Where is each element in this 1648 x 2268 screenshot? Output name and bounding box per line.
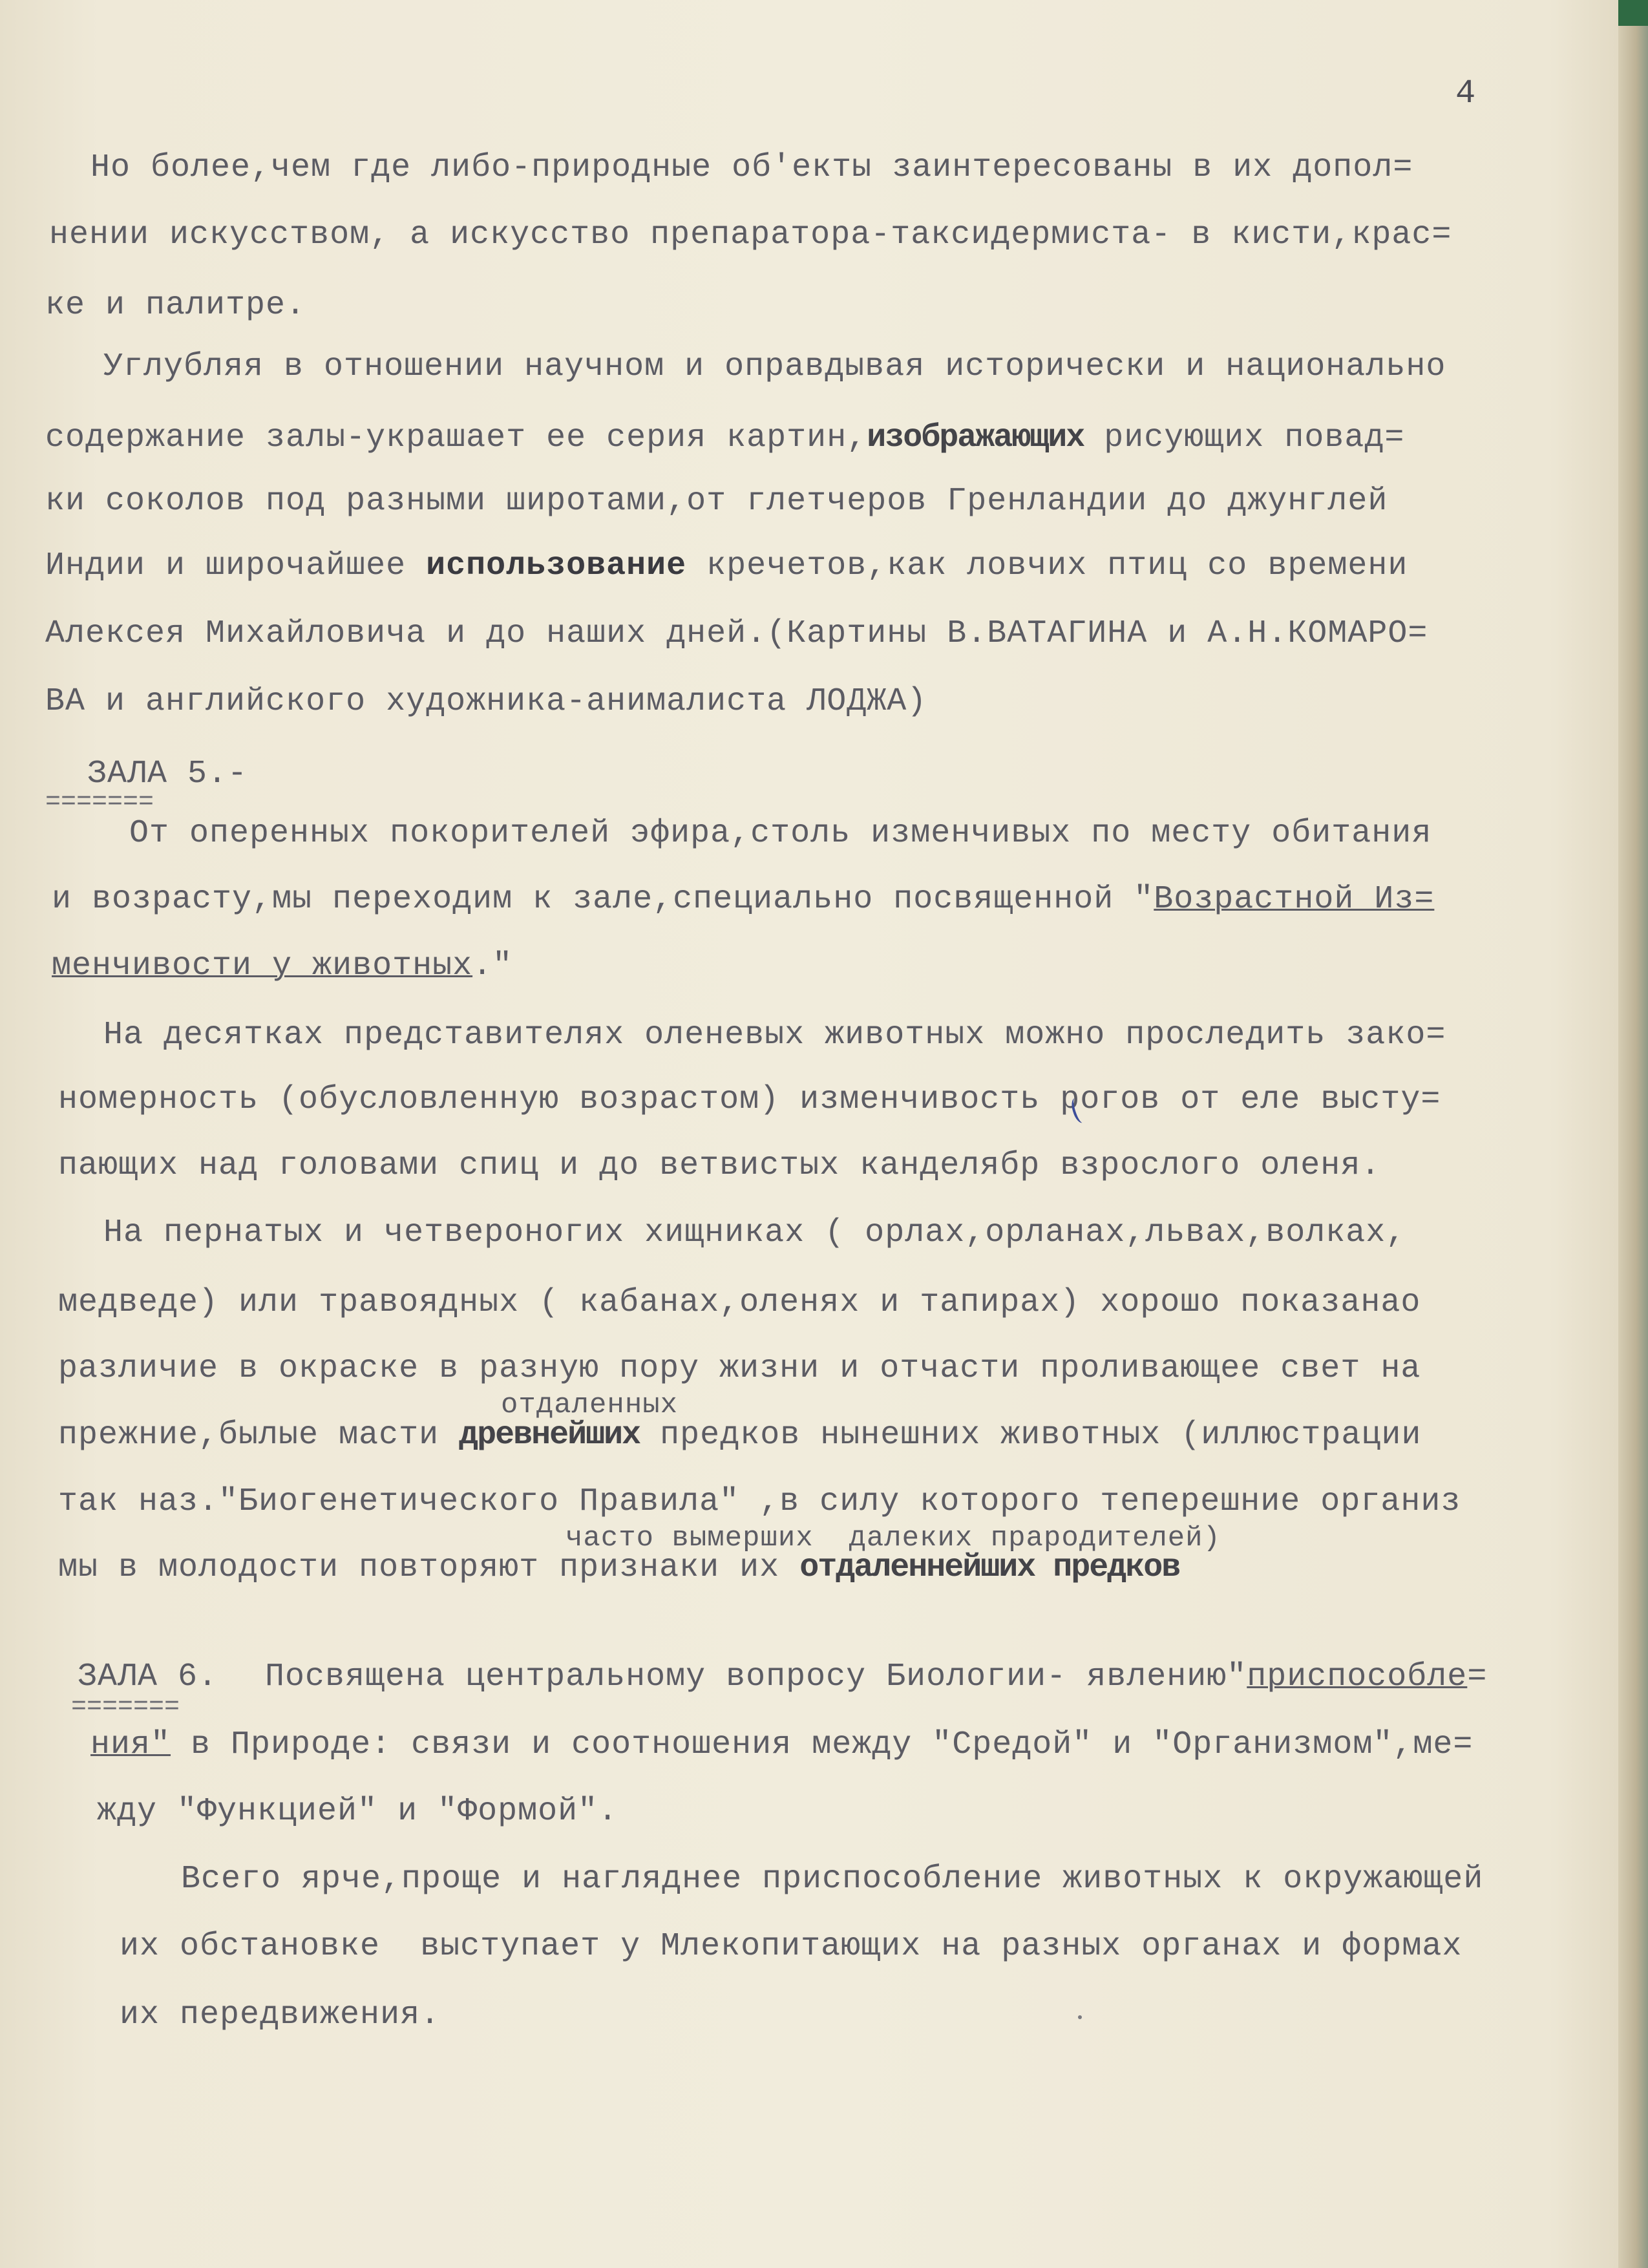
underlined-title: менчивости у животных <box>52 948 473 984</box>
text-segment: и возрасту,мы переходим к зале,специально посвященной " <box>52 881 1154 918</box>
paragraph-4-line-6 <box>58 1550 1179 1586</box>
text-segment: = <box>1467 1659 1488 1695</box>
paragraph-1-line-2: нении искусством, а искусство препаратора-таксидермиста- в кисти,крас= <box>49 217 1452 253</box>
text-segment: в Природе: связи и соотношения между "Средой" и "Организмом",ме= <box>171 1726 1474 1763</box>
paragraph-2-line-2 <box>45 420 1404 456</box>
hall-6-line-3: жду "Функцией" и "Формой". <box>97 1793 618 1830</box>
struck-word: изображающих <box>867 419 1084 456</box>
hall-5-heading: ЗАЛА 5.- <box>87 756 248 792</box>
text-segment: прежние,былые масти <box>58 1417 460 1454</box>
paragraph-3-line-2: номерность (обусловленную возрастом) изменчивость рогов от еле высту= <box>58 1081 1441 1118</box>
text-segment: содержание залы-украшает ее серия картин, <box>45 419 867 456</box>
text-segment: мы в молодости повторяют признаки их <box>58 1549 800 1586</box>
background-corner <box>1618 0 1648 26</box>
hall-6-paragraph-line-3: их передвижения. <box>120 1997 441 2033</box>
paragraph-2-line-3: ки соколов под разными широтами,от глетчеров Гренландии до джунглей <box>45 483 1388 520</box>
ink-dot <box>1078 2015 1082 2019</box>
paper-edge <box>1618 0 1648 2268</box>
paragraph-2-line-6: ВА и английского художника-анималиста ЛОДЖА) <box>45 683 927 720</box>
hall-6-paragraph-line-1: Всего ярче,проще и нагляднее приспособление животных к окружающей <box>181 1861 1484 1898</box>
paragraph-4-line-5: так наз."Биогенетического Правила" ,в силу которого теперешние организ <box>58 1483 1461 1520</box>
text-segment: предков нынешних животных (иллюстрации <box>640 1417 1422 1454</box>
interlinear-insertion: отдаленных <box>501 1389 679 1421</box>
paragraph-2-line-1: Углубляя в отношении научном и оправдывая исторически и национально <box>103 348 1446 385</box>
hall-6-line-2 <box>90 1727 1473 1763</box>
hall-5-line-2 <box>52 882 1434 918</box>
page-number: 4 <box>1455 74 1476 112</box>
paragraph-1-line-1: Но более,чем где либо-природные об'екты заинтересованы в их допол= <box>90 149 1413 186</box>
paragraph-4-line-4 <box>58 1417 1421 1454</box>
paragraph-4-line-3: различие в окраске в разную пору жизни и отчасти проливающее свет на <box>58 1350 1421 1387</box>
hall-6-line-1 <box>265 1659 1487 1695</box>
paragraph-2-line-5: Алексея Михайловича и до наших дней.(Картины В.ВАТАГИНА и А.Н.КОМАРО= <box>45 615 1428 652</box>
hall-6-paragraph-line-2: их обстановке выступает у Млекопитающих на разных органах и формах <box>120 1928 1463 1965</box>
text-segment: рисующих повад= <box>1084 419 1405 456</box>
hall-5-line-3 <box>52 948 512 984</box>
underlined-term: ния" <box>90 1726 171 1763</box>
text-segment: Индии и широчайшее <box>45 547 427 584</box>
text-segment: Посвящена центральному вопросу Биологии- явлению" <box>265 1659 1247 1695</box>
paragraph-1-line-3: ке и палитре. <box>45 287 306 324</box>
paragraph-4-line-2: медведе) или травоядных ( кабанах,оленях и тапирах) хорошо показанао <box>58 1284 1421 1321</box>
hall-6-heading-rule: ======= <box>71 1693 180 1722</box>
underlined-term: приспособле <box>1247 1659 1468 1695</box>
struck-word: древнейших <box>459 1417 640 1454</box>
paragraph-4-line-1: На пернатых и четвероногих хищниках ( орлах,орланах,львах,волках, <box>103 1214 1406 1251</box>
hall-5-line-1: От оперенных покорителей эфира,столь изменчивых по месту обитания <box>129 815 1432 852</box>
text-segment: кречетов,как ловчих птиц со времени <box>686 547 1408 584</box>
hall-5-heading-rule: ======= <box>45 788 154 817</box>
bold-word: использование <box>426 547 687 584</box>
paragraph-3-line-1: На десятках представителях оленевых животных можно проследить зако= <box>103 1017 1446 1054</box>
interlinear-insertion: часто вымерших далеких прародителей) <box>565 1522 1221 1554</box>
struck-word: отдаленнейших предков <box>799 1549 1180 1586</box>
text-segment: ." <box>472 948 513 984</box>
underlined-title: Возрастной Из= <box>1154 881 1435 918</box>
hall-6-heading: ЗАЛА 6. <box>78 1659 218 1695</box>
paragraph-3-line-3: пающих над головами спиц и до ветвистых канделябр взрослого оленя. <box>58 1147 1381 1184</box>
paragraph-2-line-4 <box>45 548 1408 584</box>
